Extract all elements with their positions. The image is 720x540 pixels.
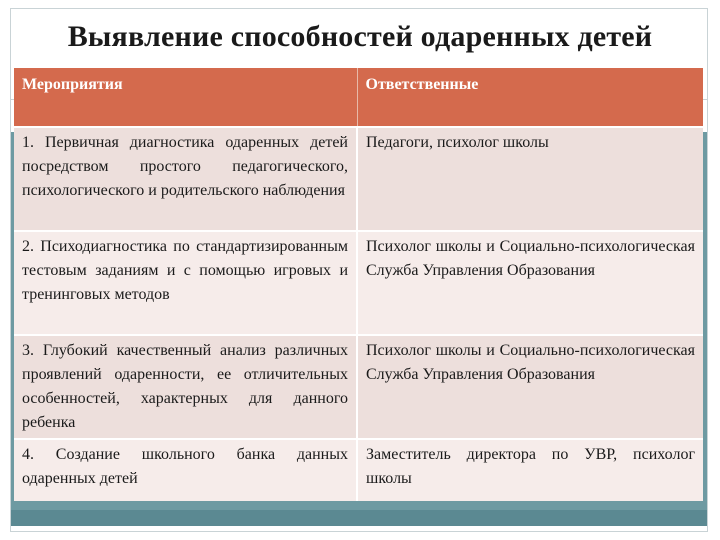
table-row xyxy=(14,439,703,501)
table-row xyxy=(14,127,703,231)
table-row xyxy=(14,231,703,335)
activity-cell: 3. Глубокий качественный анализ различных проявлений одаренности, ее отличительных особенностей, характерных для данного ребенка xyxy=(14,335,357,439)
table-row xyxy=(14,335,703,439)
responsible-cell: Психолог школы и Социально-психологическая Служба Управления Образования xyxy=(357,335,703,439)
header-activities: Мероприятия xyxy=(14,68,357,127)
activity-cell: 4. Создание школьного банка данных одаренных детей xyxy=(14,439,357,501)
activity-cell: 1. Первичная диагностика одаренных детей посредством простого педагогического, психологического и родительского наблюдения xyxy=(14,127,357,231)
table-header-row xyxy=(14,68,703,127)
background-band-bottom xyxy=(11,510,707,526)
responsible-cell: Психолог школы и Социально-психологическая Служба Управления Образования xyxy=(357,231,703,335)
header-responsible: Ответственные xyxy=(357,68,703,127)
responsible-cell: Педагоги, психолог школы xyxy=(357,127,703,231)
activities-table xyxy=(14,68,703,501)
responsible-cell: Заместитель директора по УВР, психолог школы xyxy=(357,439,703,501)
activity-cell: 2. Психодиагностика по стандартизированным тестовым заданиям и с помощью игровых и тренинговых методов xyxy=(14,231,357,335)
slide-title: Выявление способностей одаренных детей xyxy=(67,20,653,53)
